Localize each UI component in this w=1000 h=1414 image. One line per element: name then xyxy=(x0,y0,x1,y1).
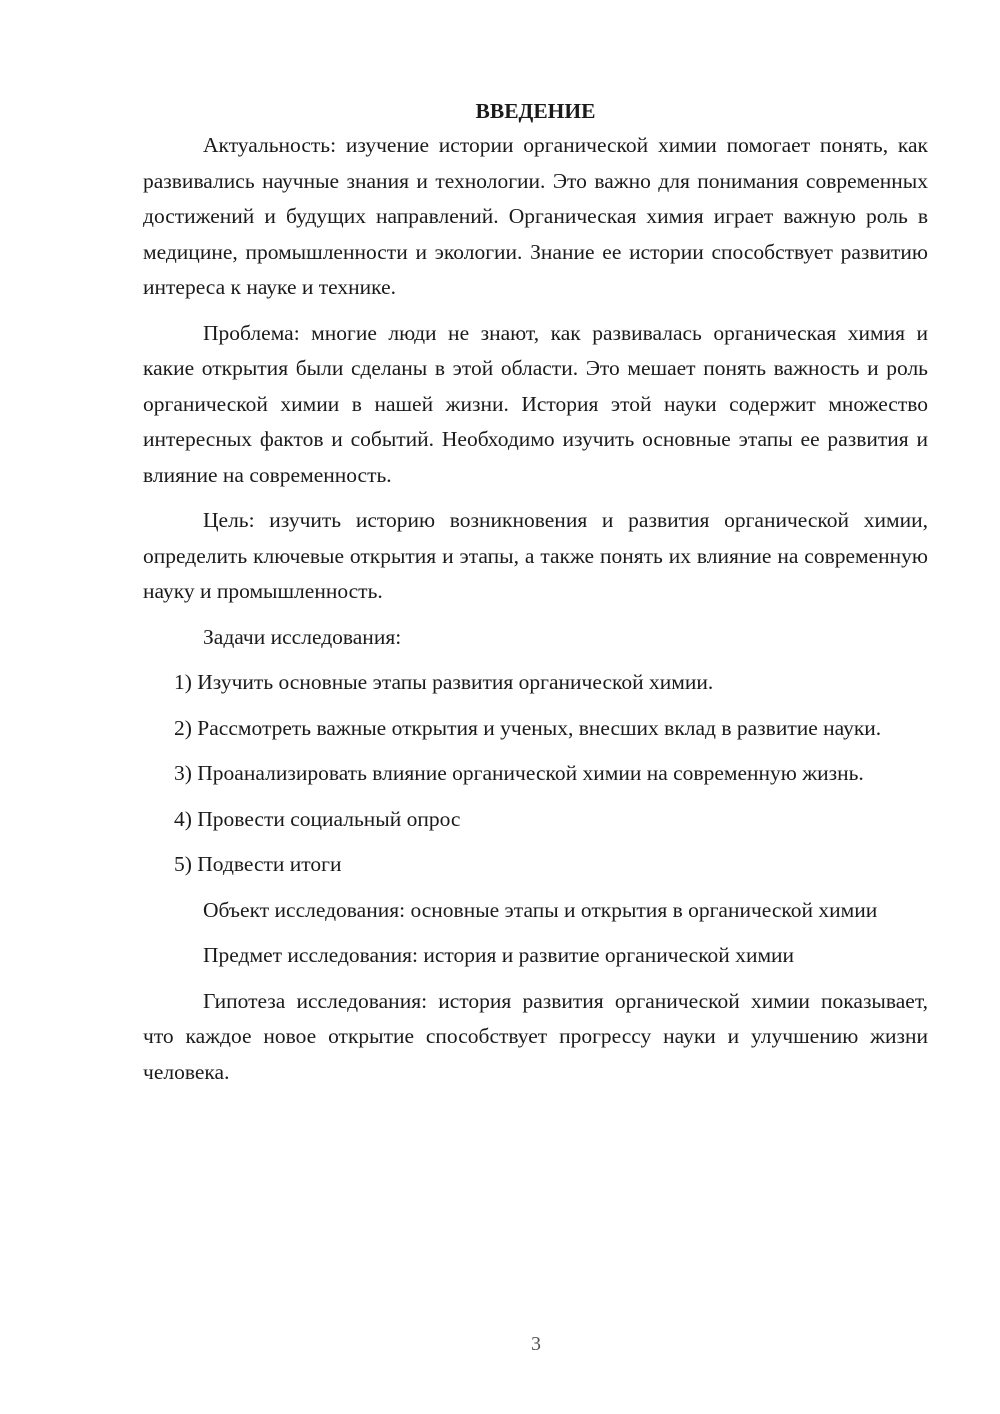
problem-paragraph: Проблема: многие люди не знают, как развивалась органическая химия и какие открытия были сделаны в этой области. Это мешает понять важность и роль органической химии в нашей жизни. История этой науки содержит множество интересных фактов и событий. Необходимо изучить основные этапы ее развития и влияние на современность. xyxy=(143,320,928,487)
task-item: 5) Подвести итоги xyxy=(174,852,342,876)
section-title: ВВЕДЕНИЕ xyxy=(475,99,596,123)
task-item: 2) Рассмотреть важные открытия и ученых, внесших вклад в развитие науки. xyxy=(174,715,882,740)
task-item: 1) Изучить основные этапы развития органической химии. xyxy=(174,670,714,694)
task-item: 4) Провести социальный опрос xyxy=(174,806,461,831)
subject-paragraph: Предмет исследования: история и развитие органической химии xyxy=(203,943,795,967)
object-paragraph: Объект исследования: основные этапы и открытия в органической химии xyxy=(203,897,878,922)
goal-paragraph: Цель: изучить историю возникновения и развития органической химии, определить ключевые открытия и этапы, а также понять их влияние на современную науку и промышленность. xyxy=(143,508,928,603)
page-content xyxy=(143,96,928,1100)
page-number: 3 xyxy=(531,1333,541,1355)
task-item: 3) Проанализировать влияние органической химии на современную жизнь. xyxy=(174,761,864,785)
hypothesis-paragraph: Гипотеза исследования: история развития органической химии показывает, что каждое новое открытие способствует прогрессу науки и улучшению жизни человека. xyxy=(143,988,928,1084)
relevance-paragraph: Актуальность: изучение истории органической химии помогает понять, как развивались научные знания и технологии. Это важно для понимания современных достижений и будущих направлений. Органическая химия играет важную роль в медицине, промышленности и экологии. Знание ее истории способствует развитию интереса к науке и технике. xyxy=(143,133,928,299)
tasks-heading: Задачи исследования: xyxy=(203,624,402,649)
